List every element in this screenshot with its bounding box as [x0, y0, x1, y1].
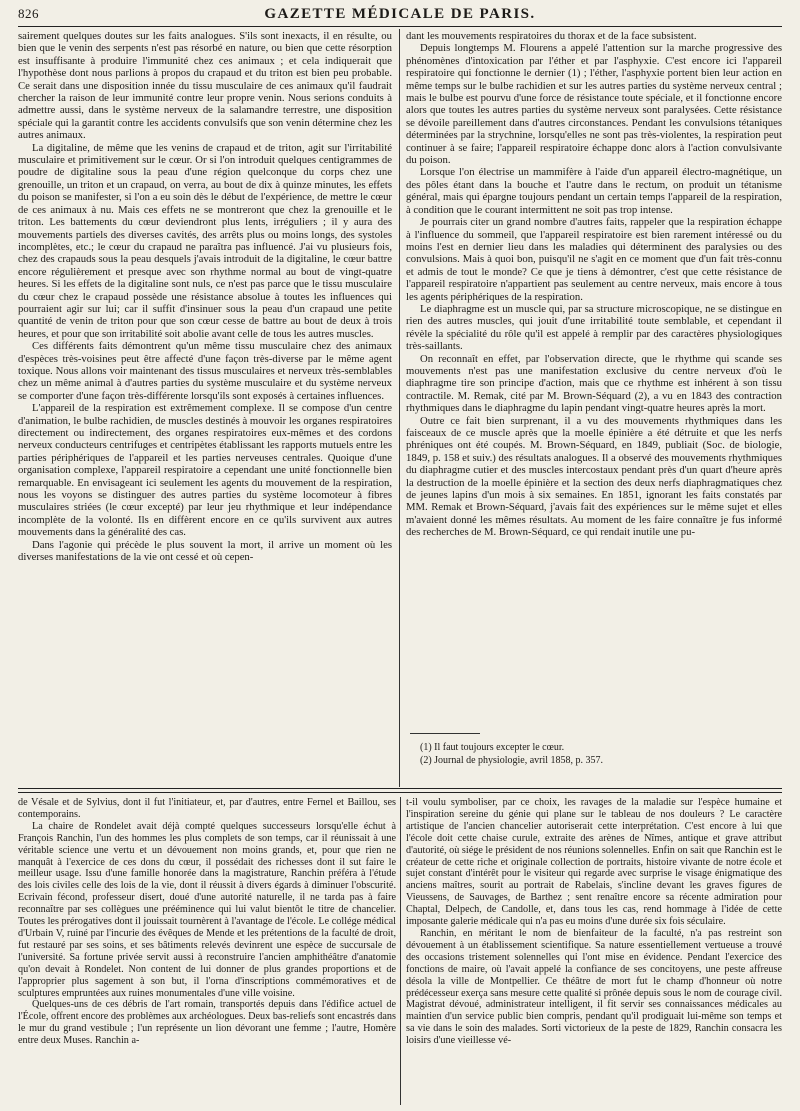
footnote: (1) Il faut toujours excepter le cœur. — [420, 742, 565, 753]
section-divider — [18, 788, 782, 793]
paragraph: sairement quelques doutes sur les faits analogues. S'ils sont inexacts, il en résulte, ou bien que le venin des serpents n'est pas résorbé en nature, ou bien que cette résorption est insuffisante à produire l'immunité chez ces animaux ; et cela indiquerait que l'hypothèse dont nous parlions à propos du crapaud et du triton est bien peu probable. Ce serait dans une disposition innée du tissu musculaire de ces animaux qu'il faudrait chercher la raison de leur immunité contre leur propre venin. Nous serions conduits à admettre aussi, dans le système nerveux de la salamandre terrestre, une disposition spéciale qui la garantit contre les accidents convulsifs que son venin détermine chez les autres animaux. — [18, 30, 392, 142]
footnote: (2) Journal de physiologie, avril 1858, p. 357. — [420, 755, 604, 766]
header-rule — [18, 26, 782, 27]
paragraph: Outre ce fait bien surprenant, il a vu des mouvements rhythmiques dans les faisceaux de ce muscle après que la moelle épinière a été détruite et que les nerfs phréniques ont été coupés. M. Brown-Séquard, en 1849, publiait (Soc. de biologie, 1849, p. 158 et suiv.) des résultats analogues. Il a observé des mouvements rhythmiques du diaphragme cutier et des muscles intercostaux pendant près d'un quart d'heure après la destruction de la moelle épinière et la section des deux nerfs diaphragmatiques chez de jeunes lapins d'un mois à six semaines. En 1851, ignorant les faits constatés par MM. Remak et Brown-Séquard, j'avais fait des expériences sur le même sujet et elles m'avaient donné les mêmes résultats. Au moment de les faire connaître je fus informé des recherches de M. Brown-Séquard, ce qui rendait inutile une pu- — [406, 414, 782, 539]
upper-left-column — [18, 30, 392, 784]
footnotes — [420, 741, 780, 767]
paragraph: L'appareil de la respiration est extrêmement complexe. Il se compose d'un centre d'animation, le bulbe rachidien, de muscles destinés à mouvoir les organes respiratoires directement ou indirectement, des organes respiratoires eux-mêmes et des cordons nerveux conducteurs centrifuges et centripètes établissant les rapports mutuels entre les parties périphériques de l'appareil et les parties nerveuses centrales. Quoique d'une organisation complexe, l'appareil respiratoire a cependant une unité fonctionnelle bien remarquable. En envisageant ici seulement les agents du mouvement de la respiration, nous les voyons se distinguer des autres parties du système locomoteur à fibres musculaires striées (le cœur excepté) par leur jeu rhythmique et leur indépendance incomplète de la volonté. Ils en diffèrent encore en ce qu'ils survivent aux autres mouvements dans la généralité des cas. — [18, 402, 392, 539]
paragraph: Ces différents faits démontrent qu'un même tissu musculaire chez des animaux d'espèces très-voisines peut être affecté d'une façon très-diverse par le même agent toxique. Nous allons voir maintenant des tissus musculaires et nerveux très-semblables chez un même animal à d'autres parties du système musculaire et du système nerveux se comporter d'une façon très-différente lorsqu'ils sont exposés à certaines influences. — [18, 340, 392, 402]
page-header — [18, 4, 782, 24]
upper-right-column — [406, 30, 782, 696]
paragraph: Depuis longtemps M. Flourens a appelé l'attention sur la marche progressive des phénomènes d'intoxication par l'éther et par l'asphyxie. C'est encore ici l'appareil respiratoire qui fonctionne le dernier (1) ; l'éther, l'asphyxie portent bien leur action en même temps sur le bulbe rachidien et sur les autres parties du système nerveux central ; mais le bulbe est pourvu d'une force de résistance toute spéciale, et il fonctionne encore alors que toutes les autres parties du système nerveux sont paralysées. Cette résistance se dévoile pareillement dans d'autres circonstances. Pendant les convulsions tétaniques déterminées par la strychnine, lorsqu'elles ne sont pas très-violentes, la respiration peut continuer à se faire; l'appareil respiratoire échappe donc alors à l'action convulsivante du poison. — [406, 42, 782, 167]
paragraph: Je pourrais citer un grand nombre d'autres faits, rappeler que la respiration échappe à l'influence du sommeil, que l'appareil respiratoire est bien rarement intéressé ou du moins l'est en dernier lieu dans les maladies qui déterminent des paralysies ou des convulsions. Mais à quoi bon, puisqu'il ne s'agit en ce moment que d'un fait très-connu et admis de tout le monde? Ce que je tiens à démontrer, c'est que cette résistance de l'appareil respiratoire n'appartient pas seulement au centre nerveux, mais encore à tous les agents périphériques de la respiration. — [406, 216, 782, 303]
lower-left-column — [18, 797, 396, 1103]
paragraph: Ranchin, en méritant le nom de bienfaiteur de la faculté, n'a pas restreint son dévouement à un établissement scientifique. Sa nature essentiellement vertueuse a trouvé des occasions tristement solennelles qui l'ont mise en évidence. Pendant l'exercice des fonctions de maire, où l'avait appelé la confiance de ses concitoyens, une peste affreuse désola la ville de Montpellier. Ce théâtre de mort fut le champ d'honneur où notre prédécesseur exerça sans mesure cette qualité si prônée depuis sous le nom de courage civil. Magistrat dévoué, administrateur intelligent, il fit servir ses connaissances médicales au maintien d'un service public bien compris, pendant qu'il prodiguait lui-même son temps et sa vie dans le soin des malades. Sorti victorieux de la peste de 1829, Ranchin consacra les loisirs d'une vieillesse vé- — [406, 927, 782, 1047]
paragraph: Quelques-uns de ces débris de l'art romain, transportés depuis dans l'édifice actuel de l'École, offrent encore des problèmes aux archéologues. Deux bas-reliefs sont encastrés dans le mur du grand vestibule ; l'un représente un lion dévorant une femme ; l'autre, Homère entre deux Muses. Ranchin a- — [18, 999, 396, 1047]
footnote-rule — [410, 733, 480, 734]
column-divider — [399, 29, 400, 787]
paragraph: On reconnaît en effet, par l'observation directe, que le rhythme qui scande ses mouvements n'est pas une manifestation exclusive du centre nerveux d'où le diaphragme tire son principe d'action, mais que ce rhythme est inhérent à son tissu contractile. M. Remak, cité par M. Brown-Séquard (2), a vu en 1843 des contraction rhythmiques dans le diaphragme du lapin pendant vingt-quatre heures après la mort. — [406, 352, 782, 415]
paragraph: t-il voulu symboliser, par ce choix, les ravages de la maladie sur l'espèce humaine et l'inspiration sereine du génie qui plane sur le tableau de nos douleurs ? Le caractère artistique de l'ancien chancelier autoriserait cette interprétation. C'est encore à lui que l'école doit cette chaise curule, extraite des arènes de Nîmes, antique et grave attribut d'autorité, où siége le président de nos réunions solennelles. Enfin on sait que Ranchin est le créateur de cette riche et originale collection de portraits, histoire vivante de notre école et sujet constant d'intérêt pour le visiteur qui regarde avec surprise le visage énigmatique des anciens maîtres, sourit au portrait de Rabelais, s'incline devant les graves figures de Vieussens, de Sauvages, de Barthez ; sent renaître encore sa récente admiration pour Chaptal, Delpech, de Candolle, et, dans tous les cas, rend hommage à l'idée de cette imposante galerie médicale qui n'a pas eu moins d'une durée six fois séculaire. — [406, 797, 782, 928]
paragraph: La chaire de Rondelet avait déjà compté quelques successeurs lorsqu'elle échut à François Ranchin, l'un des hommes les plus complets de son temps, car il réunissait à une véritable science une vertu et un dévouement non moins grands, et, pour que rien ne manquât à l'exercice de ces dons du cœur, il possédait des richesses dont il sut faire le meilleur usage. Issu d'une famille honorée dans la magistrature, Ranchin préféra à l'étude des lois civiles celle des lois de la vie, dont il réussit à divers égards à diminuer l'obscurité. Ecrivain fécond, professeur disert, doué d'une autorité naturelle, il ne tarda pas à faire reconnaître par ses collègues une prééminence qui lui valut bientôt le titre de chancelier. Toutes les prérogatives dont il jouissait tournèrent à l'avantage de l'école. Le collége médical d'Urbain V, ruiné par l'incurie des évêques de Mende et les prétentions de la faculté de droit, fut restauré par ses soins, et ses bâtiments relevés devinrent une espèce de succursale de l'université. Sa fortune privée servit aussi à reconstruire l'ancien amphithéâtre d'anatomie qu'on devait à Rondelet. Non content de lui donner de plus grandes proportions et de l'approprier plus sagement à son but, il l'orna d'inscriptions commémoratives et de sculptures empruntées aux ruines monumentales d'une ville voisine. — [18, 820, 396, 999]
lower-right-column — [406, 797, 782, 1103]
paragraph: Dans l'agonie qui précède le plus souvent la mort, il arrive un moment où les diverses manifestations de la vie ont cessé et où cepen- — [18, 538, 392, 564]
paragraph: La digitaline, de même que les venins de crapaud et de triton, agit sur l'irritabilité musculaire et primitivement sur le cœur. Or si l'on introduit quelques centigrammes de poudre de digitaline sous la peau d'une région quelconque du corps chez une grenouille, un triton et un crapaud, on verra, au bout de dix à quinze minutes, les effets du poison se manifester, si l'on a eu soin dès le début de l'expérience, de mettre le cœur de ces animaux à nu. Mais ces effets ne se montreront que chez la grenouille et le triton. Les battements du cœur deviendront plus lents, irréguliers ; il y aura des mouvements partiels des diverses cavités, des arrêts plus ou moins longs, des systoles incomplètes, etc.; le cœur du crapaud ne paraîtra pas influencé. J'ai vu plusieurs fois, chez des crapauds sous la peau desquels j'avais introduit de la digitaline, le cœur battre encore régulièrement et presque avec son rhythme normal au bout de vingt-quatre heures. Si les effets de la digitaline sont nuls, ce n'est pas parce que le tissu musculaire du cœur chez le crapaud possède une résistance absolue à toutes les influences qui pourraient agir sur lui; car il suffit d'insinuer sous la peau d'un crapaud une petite quantité de venin de triton pour que son cœur cesse de battre au bout de deux à trois heures, et pour que son irritabilité soit abolie avant celle de tous les autres muscles. — [18, 141, 392, 340]
journal-title: GAZETTE MÉDICALE DE PARIS. — [264, 6, 536, 22]
paragraph: Le diaphragme est un muscle qui, par sa structure microscopique, ne se distingue en rien des autres muscles, qui jouit d'une irritabilité toute semblable, et cependant il révèle la spécialité du rôle qu'il est appelé à remplir par des caractères physiologiques très-saillants. — [406, 302, 782, 353]
paragraph: de Vésale et de Sylvius, dont il fut l'initiateur, et, par d'autres, entre Fernel et Baillou, ses contemporains. — [18, 797, 396, 820]
paragraph: Lorsque l'on électrise un mammifère à l'aide d'un appareil électro-magnétique, un des pôles étant dans la bouche et l'autre dans le rectum, on produit un tétanisme général, mais qui épargne toujours pendant un certain temps l'appareil de la respiration, à condition que le courant intermittent ne soit pas trop intense. — [406, 166, 782, 216]
page-number: 826 — [18, 6, 39, 21]
paragraph: dant les mouvements respiratoires du thorax et de la face subsistent. — [406, 30, 697, 42]
column-divider — [400, 797, 401, 1105]
